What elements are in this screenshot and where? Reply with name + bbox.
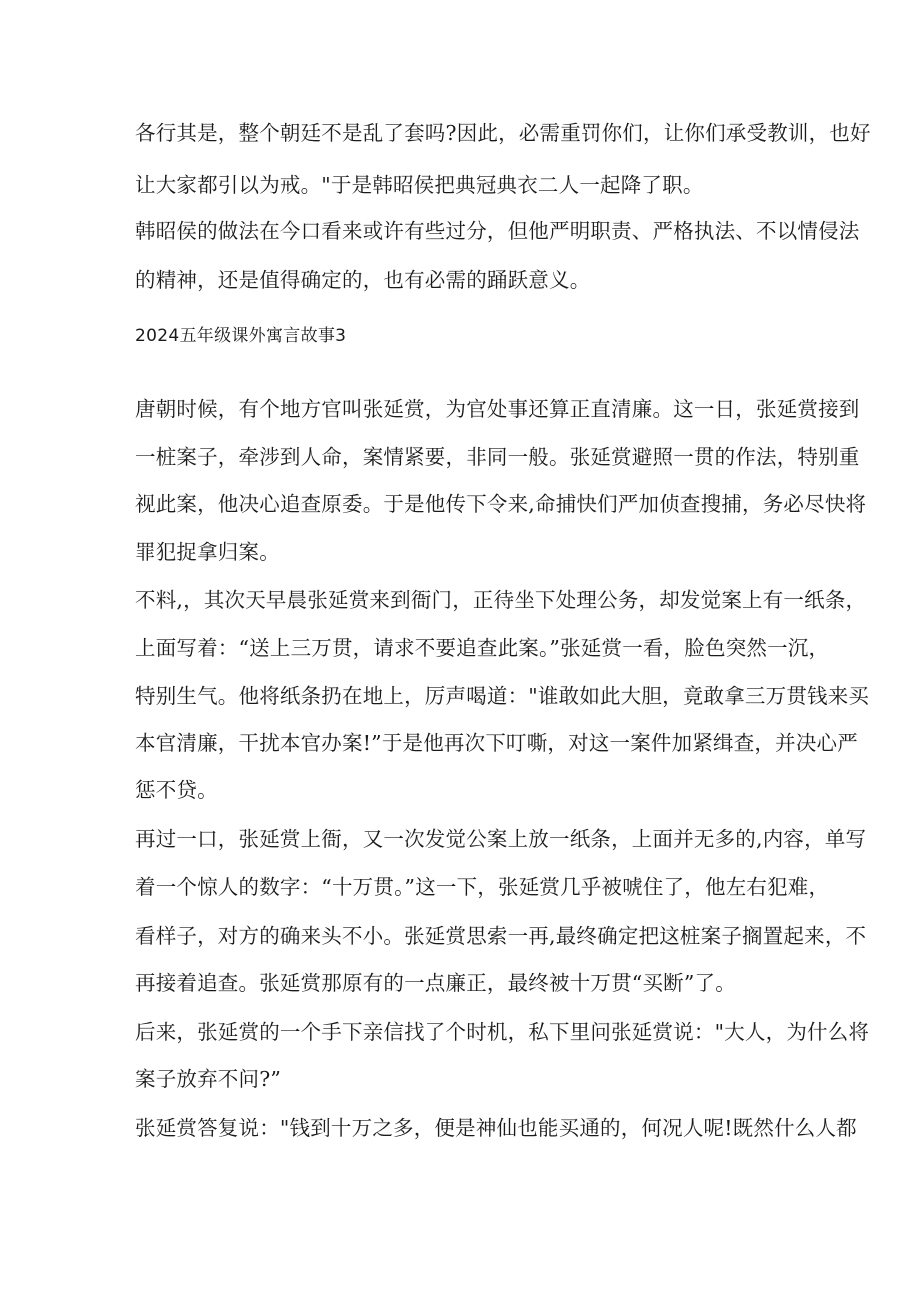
paragraph-line: 韩昭侯的做法在今口看来或许有些过分，但他严明职责、严格执法、不以情侵法 xyxy=(135,219,860,243)
paragraph-line: 的精神，还是值得确定的，也有必需的踊跃意义。 xyxy=(135,268,591,292)
paragraph-line: 上面写着：“送上三万贯，请求不要追查此案。”张延赏一看，脸色突然一沉， xyxy=(135,636,830,660)
paragraph-line: 本官清廉，干扰本官办案!”于是他再次下叮嘶，对这一案件加紧缉查，并决心严 xyxy=(135,731,858,755)
paragraph-line: 罪犯捉拿归案。 xyxy=(135,540,280,564)
paragraph-line: 让大家都引以为戒。"于是韩昭侯把典冠典衣二人一起降了职。 xyxy=(135,173,704,197)
paragraph-line: 惩不贷。 xyxy=(135,778,218,802)
paragraph-line: 看样子，对方的确来头不小。张延赏思索一再,最终确定把这桩案子搁置起来，不 xyxy=(135,924,867,948)
paragraph-line: 后来，张延赏的一个手下亲信找了个时机，私下里问张延赏说："大人，为什么将 xyxy=(135,1020,870,1044)
paragraph-line: 特别生气。他将纸条扔在地上，厉声喝道："谁敢如此大胆，竟敢拿三万贯钱来买 xyxy=(135,684,870,708)
section-title: 2024五年级课外寓言故事3 xyxy=(135,326,347,346)
paragraph-line: 再过一口，张延赏上衙，又一次发觉公案上放一纸条，上面并无多的,内容，单写 xyxy=(135,827,867,851)
paragraph-line: 着一个惊人的数字：“十万贯。”这一下，张延赏几乎被唬住了，他左右犯难， xyxy=(135,875,830,899)
paragraph-line: 视此案，他决心追查原委。于是他传下令来,命捕快们严加侦查搜捕，务必尽快将 xyxy=(135,492,867,516)
paragraph-line: 不料,，其次天早晨张延赏来到衙门，正待坐下处理公务，却发觉案上有一纸条， xyxy=(135,588,867,612)
paragraph-line: 各行其是，整个朝廷不是乱了套吗?因此，必需重罚你们，让你们承受教训，也好 xyxy=(135,121,871,145)
paragraph-line: 一桩案子，牵涉到人命，案情紧要，非同一般。张延赏避照一贯的作法，特别重 xyxy=(135,445,860,469)
paragraph-line: 唐朝时候，有个地方官叫张延赏，为官处事还算正直清廉。这一日，张延赏接到 xyxy=(135,397,860,421)
paragraph-line: 张延赏答复说："钱到十万之多，便是神仙也能买通的，何况人呢!既然什么人都 xyxy=(135,1116,857,1140)
paragraph-line: 再接着追查。张延赏那原有的一点廉正，最终被十万贯“买断”了。 xyxy=(135,971,736,995)
paragraph-line: 案子放弃不问?” xyxy=(135,1067,282,1091)
